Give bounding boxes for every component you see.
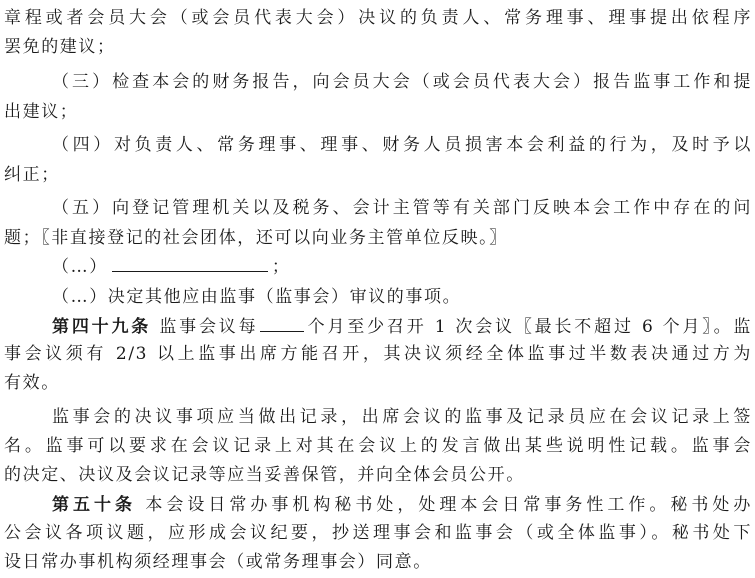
text-line: 题；〖非直接登记的社会团体，还可以向业务主管单位反映。〗 <box>4 228 508 248</box>
article-heading: 第五十条 <box>52 495 136 515</box>
text-line: 设日常办事机构须经理事会（或常务理事会）同意。 <box>4 552 432 572</box>
fill-in-blank <box>260 313 304 332</box>
text-line: 事会议须有 2/3 以上监事出席方能召开，其决议须经全体监事过半数表决通过方为 <box>4 344 752 364</box>
text-line: 名。监事可以要求在会议记录上对其在会议上的发言做出某些说明性记载。监事会 <box>4 436 752 456</box>
text-line: 有效。 <box>4 373 60 393</box>
article-text: 监事会议每 <box>159 317 259 337</box>
clause-end: ； <box>271 257 291 277</box>
article-49-first-line <box>52 313 752 341</box>
article-text: 本会设日常办事机构秘书处，处理本会日常事务性工作。秘书处办 <box>145 495 752 515</box>
clause-item-blank <box>52 253 752 281</box>
article-heading: 第四十九条 <box>52 317 152 337</box>
text-line: 的决定、决议及会议记录等应当妥善保管，并向全体会员公开。 <box>4 465 525 485</box>
clause-item-4: （四）对负责人、常务理事、理事、财务人员损害本会利益的行为，及时予以 <box>52 135 752 155</box>
clause-item-3: （三）检查本会的财务报告，向会员大会（或会员代表大会）报告监事工作和提 <box>52 72 752 92</box>
text-line: 出建议； <box>4 102 79 122</box>
text-line: 章程或者会员大会（或会员代表大会）决议的负责人、常务理事、理事提出依程序 <box>4 8 752 28</box>
fill-in-blank <box>112 253 268 272</box>
text-line: 公会议各项议题，应形成会议纪要，抄送理事会和监事会（或全体监事）。秘书处下 <box>4 523 752 543</box>
text-line: 罢免的建议； <box>4 37 116 57</box>
clause-item-5: （五）向登记管理机关以及税务、会计主管等有关部门反映本会工作中存在的问 <box>52 198 752 218</box>
article-text: 个月至少召开 1 次会议〖最长不超过 6 个月〗。监 <box>306 317 752 337</box>
clause-item-other: （…）决定其他应由监事（监事会）审议的事项。 <box>52 287 462 307</box>
article-50-first-line <box>52 491 752 519</box>
paragraph-first-line: 监事会的决议事项应当做出记录，出席会议的监事及记录员应在会议记录上签 <box>52 407 752 427</box>
clause-number: （…） <box>52 257 108 277</box>
text-line: 纠正； <box>4 165 60 185</box>
